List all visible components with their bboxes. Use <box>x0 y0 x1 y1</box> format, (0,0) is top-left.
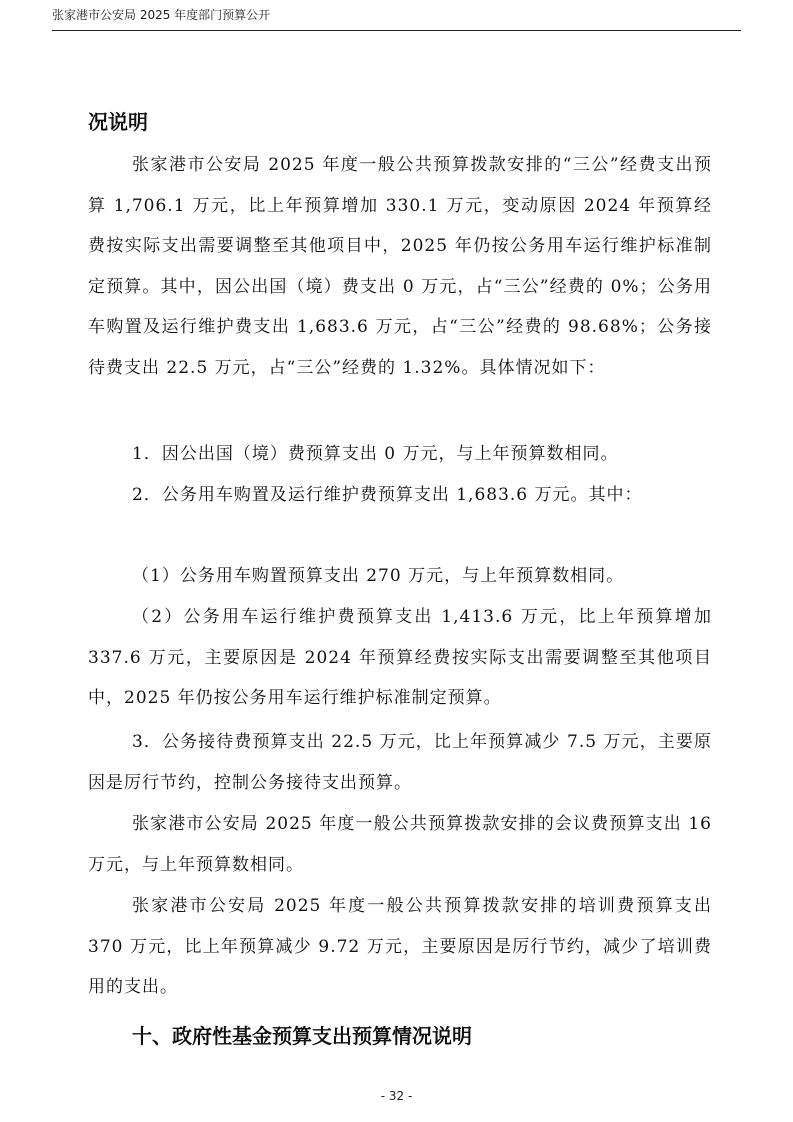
page-number: - 32 - <box>380 1089 413 1103</box>
paragraph-item-2-1: （1）公务用车购置预算支出 270 万元，与上年预算数相同。 <box>132 566 625 586</box>
paragraph-meeting-fee: 张家港市公安局 2025 年度一般公共预算拨款安排的会议费预算支出 16 万元，与上年预算数相同。 <box>88 814 712 875</box>
header-divider <box>52 30 741 31</box>
paragraph-item-2-2: （2）公务用车运行维护费预算支出 1,413.6 万元，比上年预算增加 337.6 万元，主要原因是 2024 年预算经费按实际支出需要调整至其他项目中，2025 年仍按公务用车运行维护标准制定预算。 <box>88 607 712 709</box>
section-heading-ten: 十、政府性基金预算支出预算情况说明 <box>132 1024 472 1048</box>
paragraph-item-2: 2．公务用车购置及运行维护费预算支出 1,683.6 万元。其中： <box>132 485 643 505</box>
section-heading-continued: 况说明 <box>88 110 148 134</box>
paragraph-item-1: 1．因公出国（境）费预算支出 0 万元，与上年预算数相同。 <box>132 444 619 464</box>
paragraph-three-public-summary: 张家港市公安局 2025 年度一般公共预算拨款安排的“三公”经费支出预算 1,706.1 万元，比上年预算增加 330.1 万元，变动原因 2024 年预算经费按实际支出需要调整至其他项目中，2025 年仍按公务用车运行维护标准制定预算。其中，因公出国（境）费支出 0 万元，占“三公”经费的 0%；公务用车购置及运行维护费支出 1,683.6 万元，占“三公”经费的 98.68%；公务接待费支出 22.5 万元，占“三公”经费的 1.32%。具体情况如下： <box>88 155 712 378</box>
paragraph-item-3: 3．公务接待费预算支出 22.5 万元，比上年预算减少 7.5 万元，主要原因是厉行节约，控制公务接待支出预算。 <box>88 732 712 793</box>
running-header: 张家港市公安局 2025 年度部门预算公开 <box>52 8 271 22</box>
paragraph-training-fee: 张家港市公安局 2025 年度一般公共预算拨款安排的培训费预算支出 370 万元，比上年预算减少 9.72 万元，主要原因是厉行节约，减少了培训费用的支出。 <box>88 896 712 998</box>
